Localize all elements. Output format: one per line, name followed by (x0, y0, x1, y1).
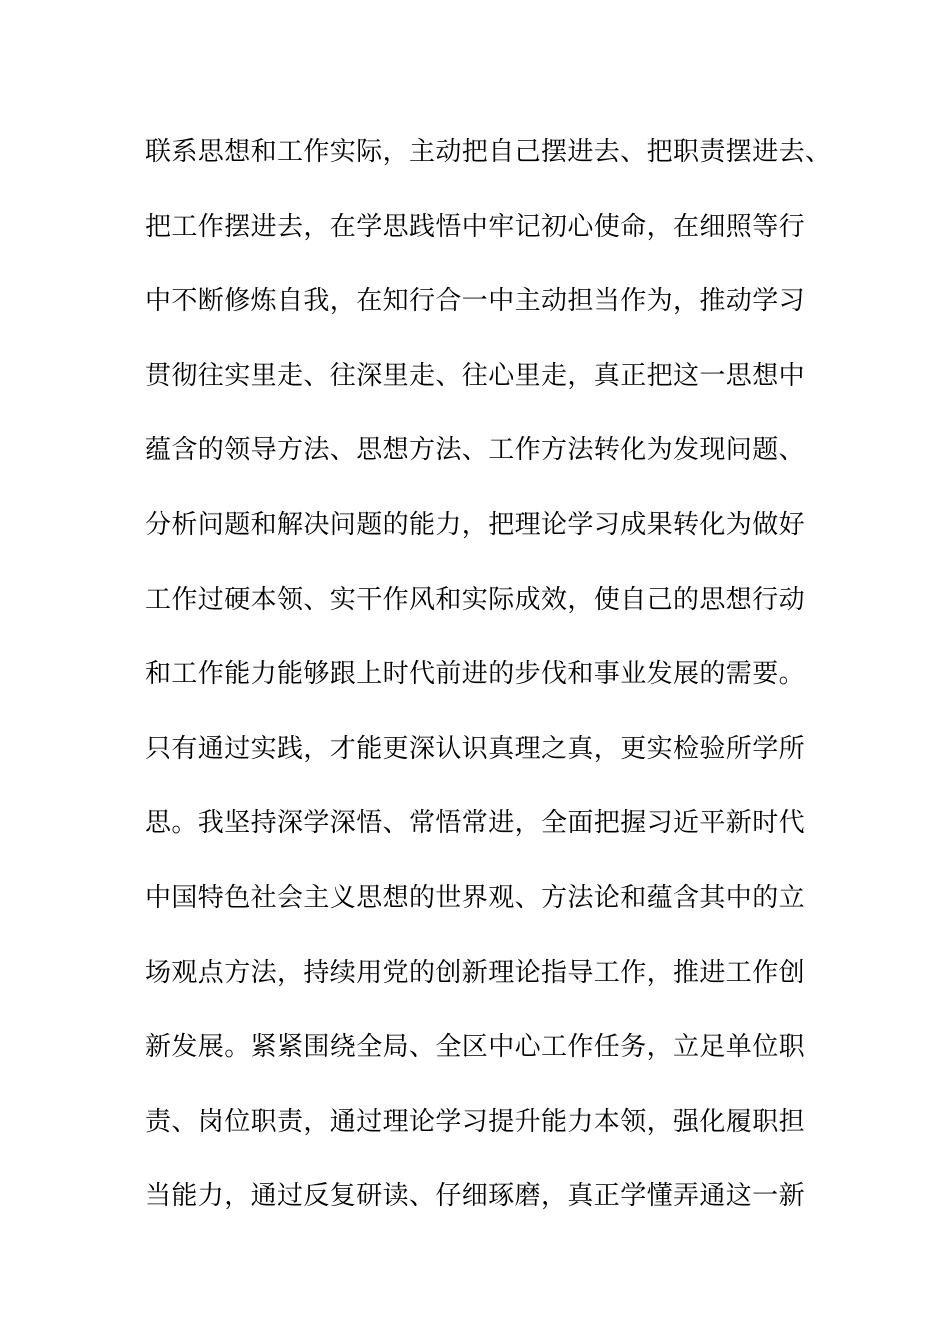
text-line: 蕴含的领导方法、思想方法、工作方法转化为发现问题、 (145, 435, 806, 466)
text-line: 中国特色社会主义思想的世界观、方法论和蕴含其中的立 (145, 882, 806, 913)
text-line: 当能力，通过反复研读、仔细琢磨，真正学懂弄通这一新 (145, 1181, 806, 1212)
text-line: 责、岗位职责，通过理论学习提升能力本领，强化履职担 (145, 1106, 806, 1137)
text-line: 联系思想和工作实际，主动把自己摆进去、把职责摆进去、 (145, 137, 832, 167)
text-line: 把工作摆进去，在学思践悟中牢记初心使命，在细照等行 (145, 211, 806, 242)
text-line: 中不断修炼自我，在知行合一中主动担当作为，推动学习 (145, 286, 806, 317)
text-line: 工作过硬本领、实干作风和实际成效，使自己的思想行动 (145, 584, 806, 615)
text-line: 场观点方法，持续用党的创新理论指导工作，推进工作创 (145, 957, 806, 988)
text-line: 贯彻往实里走、往深里走、往心里走，真正把这一思想中 (145, 360, 806, 391)
text-line: 分析问题和解决问题的能力，把理论学习成果转化为做好 (145, 509, 806, 540)
text-line: 和工作能力能够跟上时代前进的步伐和事业发展的需要。 (145, 659, 806, 690)
text-line: 新发展。紧紧围绕全局、全区中心工作任务，立足单位职 (145, 1032, 806, 1063)
text-line: 只有通过实践，才能更深认识真理之真，更实检验所学所 (145, 733, 806, 764)
body-text (145, 130, 845, 1249)
text-line: 思。我坚持深学深悟、常悟常进，全面把握习近平新时代 (145, 808, 806, 839)
